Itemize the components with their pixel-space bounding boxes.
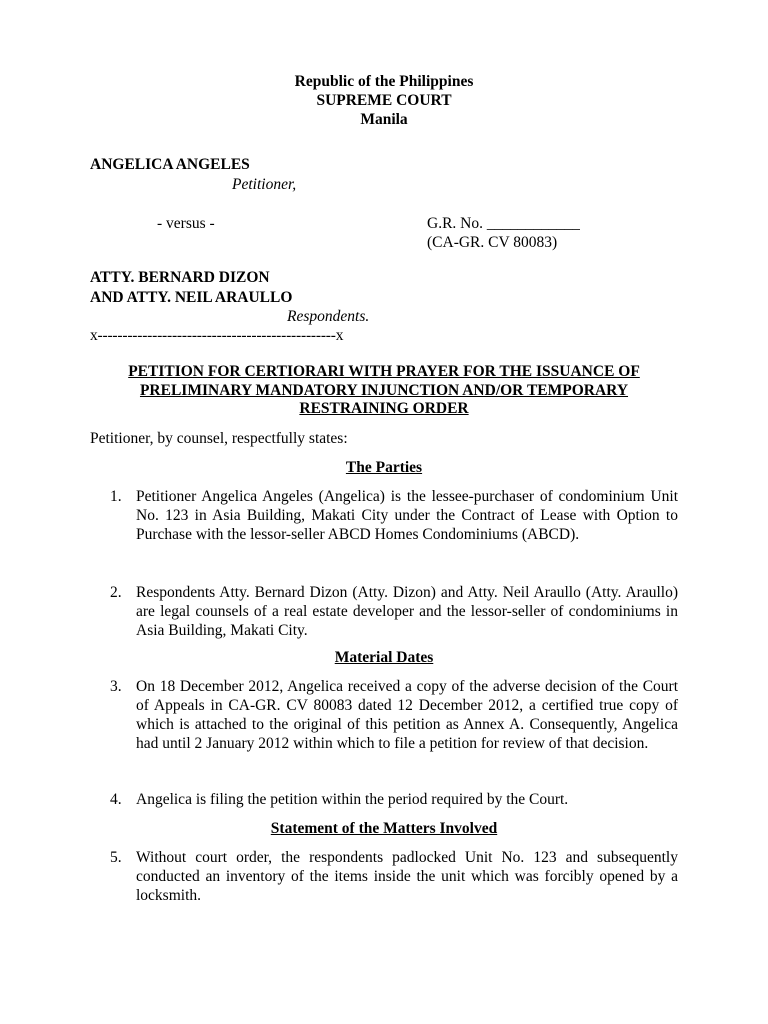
paragraph-text: On 18 December 2012, Angelica received a copy of the adverse decision of the Court of Appeals in CA-GR. CV 80083 dated 12 December 2012, a certified true copy of which is attached to the original of this petition as Annex A. Consequently, Angelica had until 2 January 2012 within which to file a petition for review of that decision. [136,678,678,752]
paragraph-2 [110,583,678,640]
paragraph-number: 5. [110,849,122,866]
respondent-role: Respondents. [287,308,370,325]
paragraph-number: 2. [110,584,122,601]
paragraph-1 [110,487,678,544]
paragraph-text: Petitioner Angelica Angeles (Angelica) is the lessee-purchaser of condominium Unit No. 123 in Asia Building, Makati City under the Contract of Lease with Option to Purchase with the lessor-seller ABCD Homes Condominiums (ABCD). [136,488,678,543]
respondent-line-1: ATTY. BERNARD DIZON [90,269,270,286]
petitioner-role: Petitioner, [232,176,297,193]
gr-number: G.R. No. ____________ [427,215,580,232]
section-heading-parties: The Parties [345,459,423,476]
respondent-line-2: AND ATTY. NEIL ARAULLO [90,289,293,306]
court-name: SUPREME COURT [316,92,452,109]
paragraph-number: 1. [110,488,122,505]
paragraph-5 [110,848,678,905]
paragraph-4 [110,790,678,809]
section-heading-material-dates: Material Dates [334,649,434,666]
section-heading-matters-involved: Statement of the Matters Involved [270,820,498,837]
court-header [0,72,768,129]
title-line-2: PRELIMINARY MANDATORY INJUNCTION AND/OR TEMPORARY [139,381,629,399]
ca-case-number: (CA-GR. CV 80083) [427,234,558,251]
country-name: Republic of the Philippines [294,73,474,90]
caption-separator: x------------------------------------------------x [90,327,344,344]
versus-label: - versus - [157,215,215,232]
paragraph-number: 4. [110,791,122,808]
paragraph-text: Respondents Atty. Bernard Dizon (Atty. Dizon) and Atty. Neil Araullo (Atty. Araullo) are legal counsels of a real estate developer and the lessor-seller of condominiums in Asia Building, Makati City. [136,584,678,639]
paragraph-text: Without court order, the respondents padlocked Unit No. 123 and subsequently conducted an inventory of the items inside the unit which was forcibly opened by a locksmith. [136,849,678,904]
paragraph-text: Angelica is filing the petition within the period required by the Court. [136,791,569,808]
petitioner-name: ANGELICA ANGELES [90,156,250,173]
title-line-1: PETITION FOR CERTIORARI WITH PRAYER FOR THE ISSUANCE OF [128,363,640,380]
court-city: Manila [360,111,408,128]
paragraph-number: 3. [110,678,122,695]
title-line-3: RESTRAINING ORDER [299,400,469,417]
intro-statement: Petitioner, by counsel, respectfully states: [90,430,348,447]
petition-title [90,363,678,419]
paragraph-3 [110,677,678,753]
